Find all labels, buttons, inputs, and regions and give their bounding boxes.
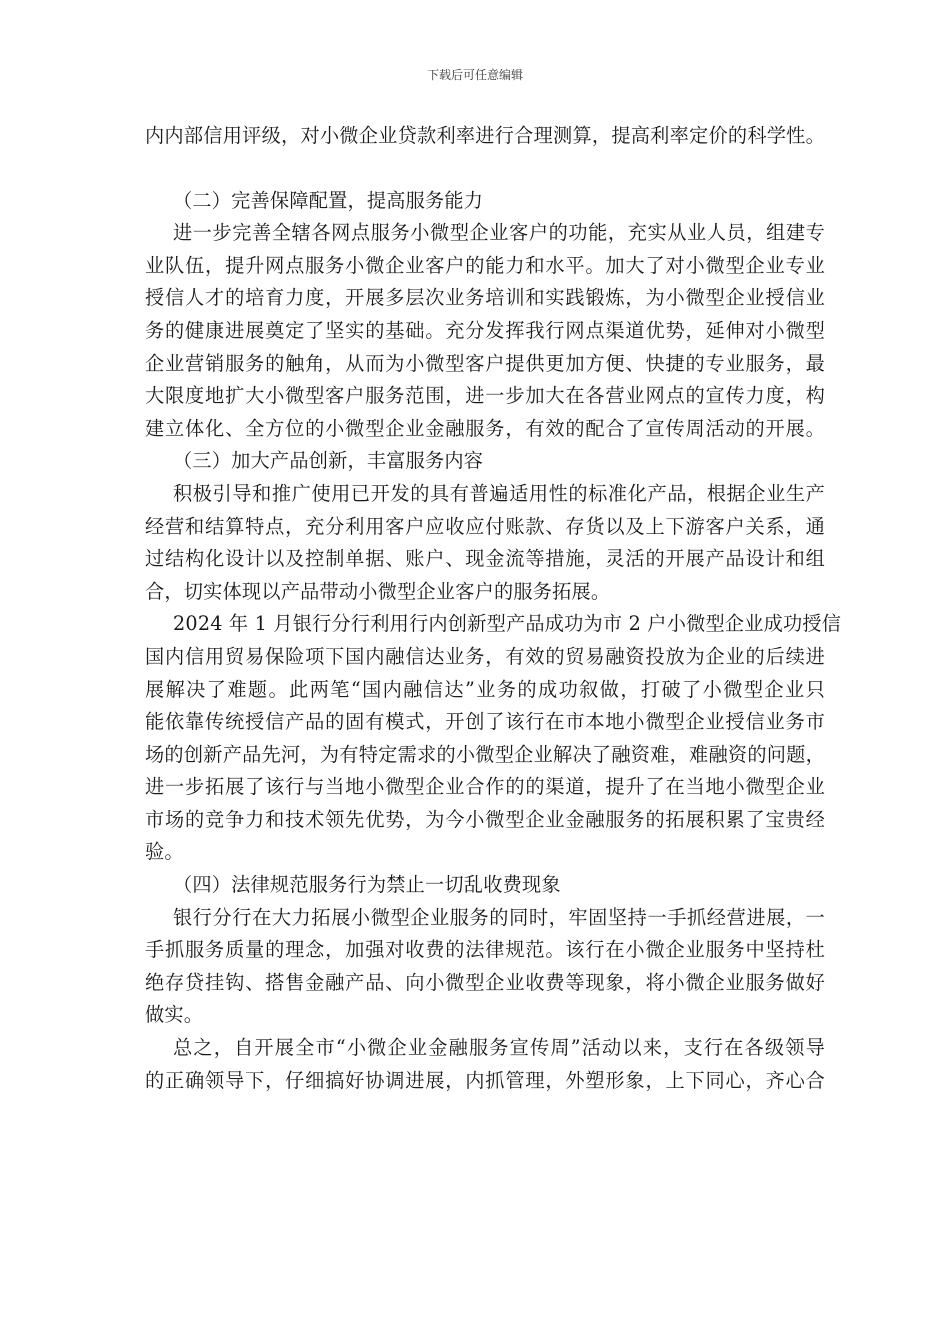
text-line: 场的创新产品先河，为有特定需求的小微型企业解决了融资难，难融资的问题， — [145, 742, 825, 766]
section-heading: （二）完善保障配置，提高服务能力 — [173, 188, 484, 212]
text-line: 经营和结算特点，充分利用客户应收应付账款、存货以及上下游客户关系，通 — [145, 514, 825, 538]
text-line: 手抓服务质量的理念，加强对收费的法律规范。该行在小微企业服务中坚持杜 — [145, 938, 825, 962]
paragraph-gap — [145, 153, 825, 185]
text-line: 2024 年 1 月银行分行利用行内创新型产品成功为市 2 户小微型企业成功授信 — [173, 612, 842, 636]
document-body — [145, 120, 842, 1097]
text-line: 银行分行在大力拓展小微型企业服务的同时，牢固坚持一手抓经营进展，一 — [173, 905, 825, 929]
text-line: 授信人才的培育力度，开展多层次业务培训和实践锻炼，为小微型企业授信业 — [145, 286, 825, 310]
section-heading: （四）法律规范服务行为禁止一切乱收费现象 — [173, 873, 561, 897]
text-line: 国内信用贸易保险项下国内融信达业务，有效的贸易融资投放为企业的后续进 — [145, 644, 825, 668]
text-line: 进一步拓展了该行与当地小微型企业合作的的渠道，提升了在当地小微型企业 — [145, 775, 825, 799]
text-line: 大限度地扩大小微型客户服务范围，进一步加大在各营业网点的宣传力度，构 — [145, 384, 825, 408]
text-line: 企业营销服务的触角，从而为小微型客户提供更加方便、快捷的专业服务，最 — [145, 351, 825, 375]
section-heading: （三）加大产品创新，丰富服务内容 — [173, 449, 484, 473]
text-line: 的正确领导下，仔细搞好协调进展，内抓管理，外塑形象，上下同心，齐心合 — [145, 1068, 825, 1092]
text-line: 进一步完善全辖各网点服务小微型企业客户的功能，充实从业人员，组建专 — [173, 221, 825, 245]
text-line: 过结构化设计以及控制单据、账户、现金流等措施，灵活的开展产品设计和组 — [145, 547, 825, 571]
text-line: 验。 — [145, 840, 184, 864]
text-line: 总之，自开展全市“小微企业金融服务宣传周”活动以来，支行在各级领导 — [173, 1036, 825, 1060]
text-line: 业队伍，提升网点服务小微企业客户的能力和水平。加大了对小微型企业专业 — [145, 253, 825, 277]
text-line: 做实。 — [145, 1003, 204, 1027]
text-line: 合，切实体现以产品带动小微型企业客户的服务拓展。 — [145, 579, 611, 603]
text-line: 积极引导和推广使用已开发的具有普遍适用性的标准化产品，根据企业生产 — [173, 481, 825, 505]
text-line: 能依靠传统授信产品的固有模式，开创了该行在市本地小微型企业授信业务市 — [145, 710, 825, 734]
text-line: 展解决了难题。此两笔“国内融信达”业务的成功叙做，打破了小微型企业只 — [145, 677, 825, 701]
page-header: 下载后可任意编辑 — [426, 68, 523, 82]
text-line: 务的健康进展奠定了坚实的基础。充分发挥我行网点渠道优势，延伸对小微型 — [145, 318, 825, 342]
text-line: 市场的竞争力和技术领先优势，为今小微型企业金融服务的拓展积累了宝贵经 — [145, 807, 825, 831]
text-line: 建立体化、全方位的小微型企业金融服务，有效的配合了宣传周活动的开展。 — [145, 416, 825, 440]
text-line: 内内部信用评级，对小微企业贷款利率进行合理测算，提高利率定价的科学性。 — [145, 124, 825, 147]
text-line: 绝存贷挂钩、搭售金融产品、向小微型企业收费等现象，将小微企业服务做好 — [145, 970, 825, 994]
